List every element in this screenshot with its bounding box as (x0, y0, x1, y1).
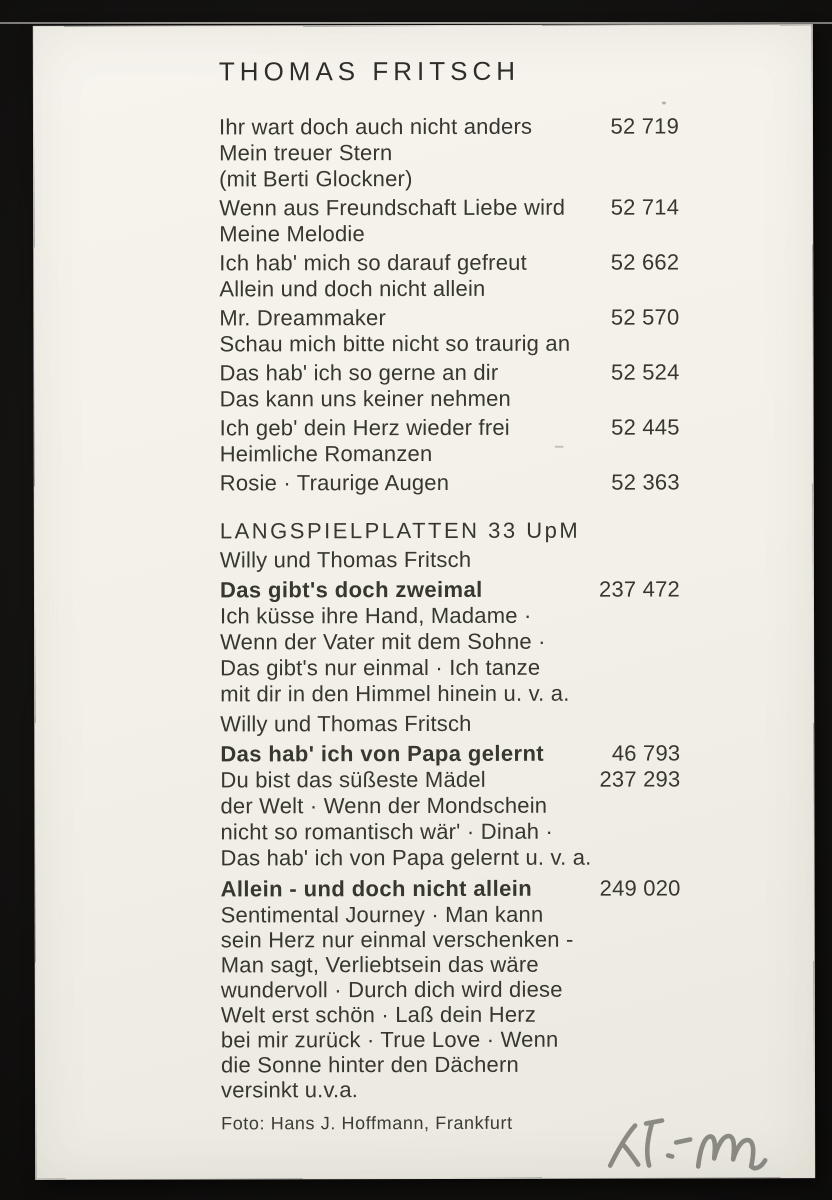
album-title: Das gibt's doch zweimal (219, 576, 483, 603)
song-title: Mein treuer Stern (219, 140, 393, 166)
lp-group (220, 546, 680, 707)
track-line: versinkt u.v.a. (220, 1077, 359, 1103)
track-list (221, 901, 681, 1102)
song-title: Ihr wart doch auch nicht anders (218, 113, 533, 140)
catalog-number: 52 719 (610, 113, 680, 139)
album-entry (220, 740, 680, 767)
album-title: Das hab' ich von Papa gelernt (220, 740, 545, 767)
track-line: Sentimental Journey · Man kann (220, 901, 544, 928)
lp-section (220, 517, 681, 1102)
single-entry (219, 113, 679, 192)
track-line: Wenn der Vater mit dem Sohne · (220, 628, 546, 655)
single-entry (219, 359, 679, 412)
page-title: THOMAS FRITSCH (218, 55, 521, 87)
record-card (34, 25, 814, 1179)
track-line: wundervoll · Durch dich wird diese (220, 976, 563, 1003)
track-line: Man sagt, Verliebtsein das wäre (220, 951, 539, 978)
song-title: Ich hab' mich so darauf gefreut (219, 249, 527, 276)
catalog-number: 237 293 (599, 766, 681, 792)
singles-list (219, 113, 680, 496)
track-list (220, 602, 680, 707)
single-entry (219, 249, 679, 302)
song-title: Allein und doch nicht allein (219, 275, 486, 302)
photo-credit: Foto: Hans J. Hoffmann, Frankfurt (221, 1112, 513, 1134)
catalog-number: 52 524 (610, 359, 680, 385)
song-title: Ich geb' dein Herz wieder frei (219, 414, 510, 441)
card-top-edge-highlight (0, 22, 832, 24)
song-title: Mr. Dreammaker (219, 305, 387, 331)
track-line: nicht so romantisch wär' · Dinah · (220, 818, 554, 845)
album-title: Du bist das süßeste Mädel (220, 766, 486, 793)
album-entry (220, 766, 680, 793)
artist-line: Willy und Thomas Fritsch (219, 546, 472, 573)
album-entry (220, 576, 680, 603)
lp-group (220, 710, 680, 871)
catalog-number: 52 570 (610, 304, 680, 330)
track-line: Ich küsse ihre Hand, Madame · (220, 602, 532, 629)
song-title: Das hab' ich so gerne an dir (219, 359, 499, 386)
lp-section-header: LANGSPIELPLATTEN 33 UpM (219, 517, 581, 544)
album-entry (221, 875, 681, 902)
track-line: sein Herz nur einmal verschenken - (220, 926, 574, 953)
track-line: bei mir zurück · True Love · Wenn (220, 1026, 559, 1053)
song-title: Schau mich bitte nicht so traurig an (219, 330, 571, 357)
catalog-number: 52 445 (611, 414, 680, 440)
catalog-number: 46 793 (611, 740, 681, 766)
song-title: Heimliche Romanzen (219, 440, 433, 467)
track-line: der Welt · Wenn der Mondschein (220, 792, 548, 819)
single-entry (220, 414, 680, 467)
catalog-number: 52 662 (610, 249, 680, 275)
song-title: Rosie · Traurige Augen (219, 469, 450, 496)
card-content (219, 55, 681, 1102)
track-line: Welt erst schön · Laß dein Herz (220, 1001, 537, 1028)
pencil-price-handwriting (602, 1109, 777, 1187)
catalog-number: 52 714 (610, 194, 680, 220)
catalog-number: 52 363 (611, 469, 680, 495)
single-entry (220, 469, 680, 496)
track-line: Das hab' ich von Papa gelernt u. v. a. (220, 844, 592, 871)
song-title: Das kann uns keiner nehmen (219, 385, 511, 412)
track-line: die Sonne hinter den Dächern (220, 1051, 519, 1078)
lp-group (221, 875, 681, 1102)
song-title: (mit Berti Glockner) (219, 166, 413, 192)
track-list (220, 792, 680, 871)
song-title: Meine Melodie (219, 221, 365, 247)
track-line: mit dir in den Himmel hinein u. v. a. (220, 680, 570, 707)
single-entry (219, 304, 679, 357)
catalog-number: 237 472 (599, 576, 680, 602)
catalog-number: 249 020 (599, 875, 681, 901)
song-title: Wenn aus Freundschaft Liebe wird (219, 194, 566, 221)
track-line: Das gibt's nur einmal · Ich tanze (220, 654, 541, 681)
artist-line: Willy und Thomas Fritsch (220, 710, 472, 737)
album-title: Allein - und doch nicht allein (220, 875, 533, 902)
single-entry (219, 194, 679, 247)
